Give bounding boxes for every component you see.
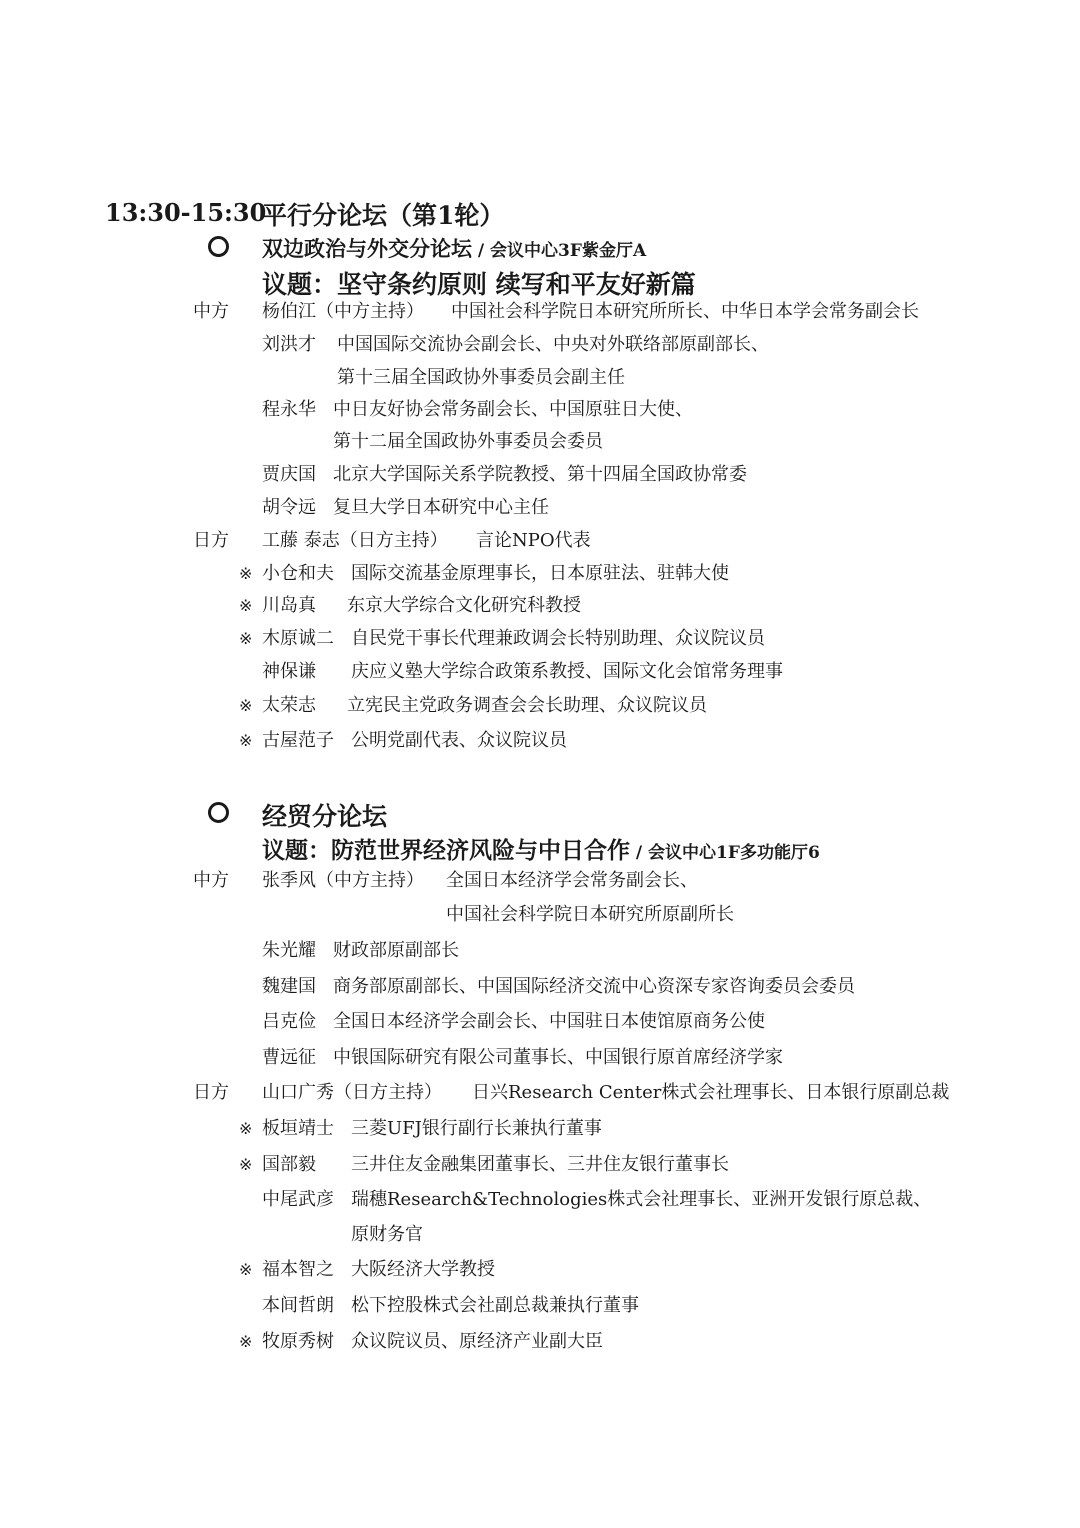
list-item-desc: 公明党副代表、众议院议员 <box>351 730 567 751</box>
list-item-name: 朱光耀 <box>262 940 316 961</box>
list-item-desc-cont: 第十二届全国政协外事委员会委员 <box>333 431 603 452</box>
forum2-location: / 会议中心1F多功能厅6 <box>630 843 820 863</box>
list-item-name: 本间哲朗 <box>262 1295 334 1316</box>
list-item-desc: 瑞穗Research&Technologies株式会社理事长、亚洲开发银行原总裁、 <box>351 1189 932 1210</box>
list-item-name: 曹远征 <box>262 1047 316 1068</box>
list-item-desc: 庆应义塾大学综合政策系教授、国际文化会馆常务理事 <box>351 661 783 682</box>
forum1-china-label: 中方 <box>193 301 229 322</box>
forum1-topic: 议题：坚守条约原则 续写和平友好新篇 <box>262 270 696 299</box>
list-item-name: 福本智之 <box>262 1259 334 1280</box>
circle-bullet-icon <box>208 236 229 257</box>
forum2-topic: 议题：防范世界经济风险与中日合作 <box>262 837 630 864</box>
list-item-desc-cont: 中国社会科学院日本研究所原副所长 <box>446 904 734 925</box>
note-mark: ※ <box>239 1119 253 1138</box>
note-mark: ※ <box>239 1155 253 1174</box>
session-time: 13:30-15:30 <box>105 198 267 227</box>
forum1-location: / 会议中心3F紫金厅A <box>472 241 647 261</box>
circle-bullet-icon <box>208 802 229 823</box>
list-item-desc: 松下控股株式会社副总裁兼执行董事 <box>351 1295 639 1316</box>
note-mark: ※ <box>239 1260 253 1279</box>
note-mark: ※ <box>239 629 253 648</box>
forum1-name: 双边政治与外交分论坛 <box>262 236 472 261</box>
list-item-desc: 中国社会科学院日本研究所所长、中华日本学会常务副会长 <box>451 301 919 322</box>
forum1-japan-label: 日方 <box>193 530 229 551</box>
list-item-desc: 三菱UFJ银行副行长兼执行董事 <box>351 1118 602 1139</box>
list-item-name: 工藤 泰志（日方主持） <box>262 530 448 551</box>
list-item-name: 牧原秀树 <box>262 1331 334 1352</box>
list-item-name: 川岛真 <box>262 595 316 616</box>
forum2-topic-line <box>262 832 820 865</box>
list-item-name: 吕克俭 <box>262 1011 316 1032</box>
list-item-desc: 中国国际交流协会副会长、中央对外联络部原副部长、 <box>337 334 769 355</box>
list-item-desc: 中日友好协会常务副会长、中国原驻日大使、 <box>333 399 693 420</box>
list-item-name: 板垣靖士 <box>262 1118 334 1139</box>
list-item-desc: 东京大学综合文化研究科教授 <box>347 595 581 616</box>
list-item-name: 小仓和夫 <box>262 563 334 584</box>
forum2-china-label: 中方 <box>193 870 229 891</box>
list-item-name: 贾庆国 <box>262 464 316 485</box>
list-item-name: 木原诚二 <box>262 628 334 649</box>
note-mark: ※ <box>239 731 253 750</box>
list-item-name: 程永华 <box>262 399 316 420</box>
list-item-name: 神保谦 <box>262 661 316 682</box>
list-item-desc: 全国日本经济学会常务副会长、 <box>446 870 698 891</box>
list-item-desc: 商务部原副部长、中国国际经济交流中心资深专家咨询委员会委员 <box>333 976 855 997</box>
list-item-desc: 三井住友金融集团董事长、三井住友银行董事长 <box>351 1154 729 1175</box>
note-mark: ※ <box>239 564 253 583</box>
list-item-name: 山口广秀（日方主持） <box>262 1082 442 1103</box>
list-item-desc: 立宪民主党政务调查会会长助理、众议院议员 <box>347 695 707 716</box>
list-item-desc: 全国日本经济学会副会长、中国驻日本使馆原商务公使 <box>333 1011 765 1032</box>
list-item-name: 杨伯江（中方主持） <box>262 301 424 322</box>
list-item-name: 国部毅 <box>262 1154 316 1175</box>
forum1-title <box>262 233 646 263</box>
list-item-desc: 大阪经济大学教授 <box>351 1259 495 1280</box>
forum2-japan-label: 日方 <box>193 1082 229 1103</box>
list-item-desc: 财政部原副部长 <box>333 940 459 961</box>
list-item-desc: 中银国际研究有限公司董事长、中国银行原首席经济学家 <box>333 1047 783 1068</box>
list-item-desc: 众议院议员、原经济产业副大臣 <box>351 1331 603 1352</box>
note-mark: ※ <box>239 596 253 615</box>
list-item-desc-cont: 原财务官 <box>351 1224 423 1245</box>
list-item-desc: 国际交流基金原理事长，日本原驻法、驻韩大使 <box>351 563 729 584</box>
note-mark: ※ <box>239 1332 253 1351</box>
list-item-name: 古屋范子 <box>262 730 334 751</box>
list-item-desc: 自民党干事长代理兼政调会长特别助理、众议院议员 <box>351 628 765 649</box>
list-item-name: 刘洪才 <box>262 334 316 355</box>
list-item-desc: 复旦大学日本研究中心主任 <box>333 497 549 518</box>
list-item-name: 张季风（中方主持） <box>262 870 424 891</box>
list-item-name: 魏建国 <box>262 976 316 997</box>
session-title: 平行分论坛（第1轮） <box>262 201 505 230</box>
list-item-desc: 北京大学国际关系学院教授、第十四届全国政协常委 <box>333 464 747 485</box>
forum2-name: 经贸分论坛 <box>262 802 388 831</box>
list-item-name: 太荣志 <box>262 695 316 716</box>
list-item-name: 胡令远 <box>262 497 316 518</box>
list-item-desc: 日兴Research Center株式会社理事长、日本银行原副总裁 <box>472 1082 950 1103</box>
list-item-desc-cont: 第十三届全国政协外事委员会副主任 <box>337 367 625 388</box>
list-item-name: 中尾武彦 <box>262 1189 334 1210</box>
list-item-desc: 言论NPO代表 <box>476 530 591 551</box>
note-mark: ※ <box>239 696 253 715</box>
